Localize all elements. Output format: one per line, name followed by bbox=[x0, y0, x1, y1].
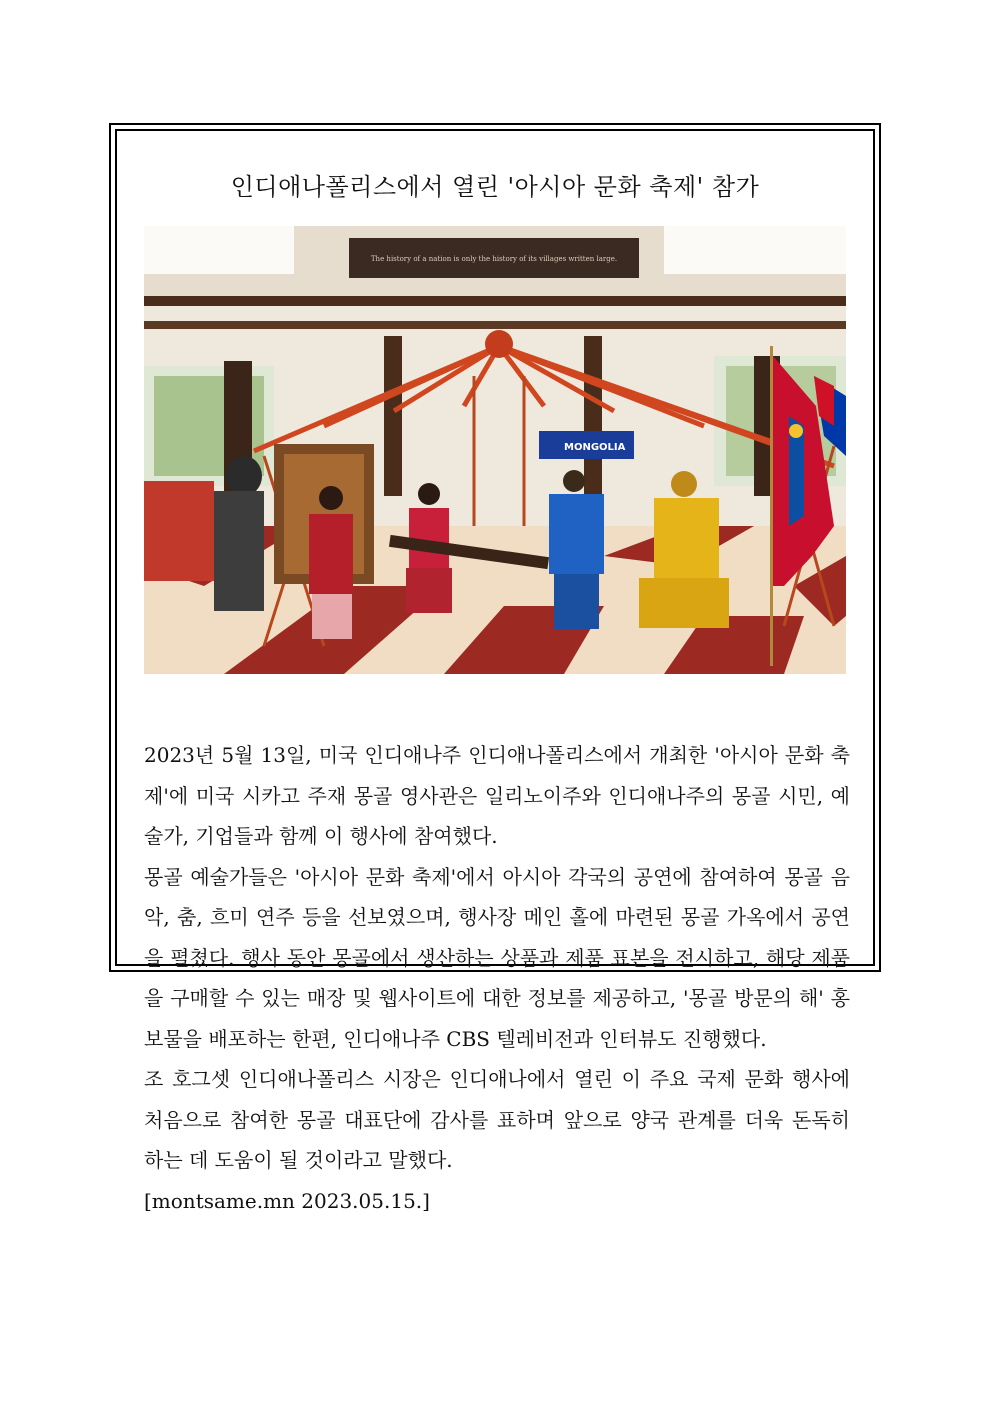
article-photo bbox=[144, 226, 846, 674]
article-title: 인디애나폴리스에서 열린 '아시아 문화 축제' 참가 bbox=[230, 173, 760, 201]
paragraph-1: 2023년 5월 13일, 미국 인디애나주 인디애나폴리스에서 개최한 '아시아 문화 축제'에 미국 시카고 주재 몽골 영사관은 일리노이주와 인디애나주의 몽골 시민, 예술가, 기업들과 함께 이 행사에 참여했다. bbox=[144, 743, 850, 848]
document-frame-inner bbox=[115, 129, 875, 1213]
article-body bbox=[144, 735, 850, 1221]
source-line: [montsame.mn 2023.05.15.] bbox=[144, 1188, 430, 1213]
wall-quote: The history of a nation is only the history of its villages written large. bbox=[370, 255, 618, 263]
paragraph-3: 조 호그셋 인디애나폴리스 시장은 인디애나에서 열린 이 주요 국제 문화 행사에 처음으로 참여한 몽골 대표단에 감사를 표하며 앞으로 양국 관계를 더욱 돈독히 하는 데 도움이 될 것이라고 말했다. bbox=[144, 1067, 850, 1172]
mongolia-banner: MONGOLIA bbox=[564, 442, 626, 453]
document-frame bbox=[109, 123, 881, 1213]
paragraph-2: 몽골 예술가들은 '아시아 문화 축제'에서 아시아 각국의 공연에 참여하여 몽골 음악, 춤, 흐미 연주 등을 선보였으며, 행사장 메인 홀에 마련된 몽골 가옥에서 공연을 펼쳤다. 행사 동안 몽골에서 생산하는 상품과 제품 표본을 전시하고, 해당 제품을 구매할 수 있는 매장 및 웹사이트에 대한 정보를 제공하고, '몽골 방문의 해' 홍보물을 배포하는 한편, 인디애나주 CBS 텔레비전과 인터뷰도 진행했다. bbox=[144, 864, 850, 1051]
